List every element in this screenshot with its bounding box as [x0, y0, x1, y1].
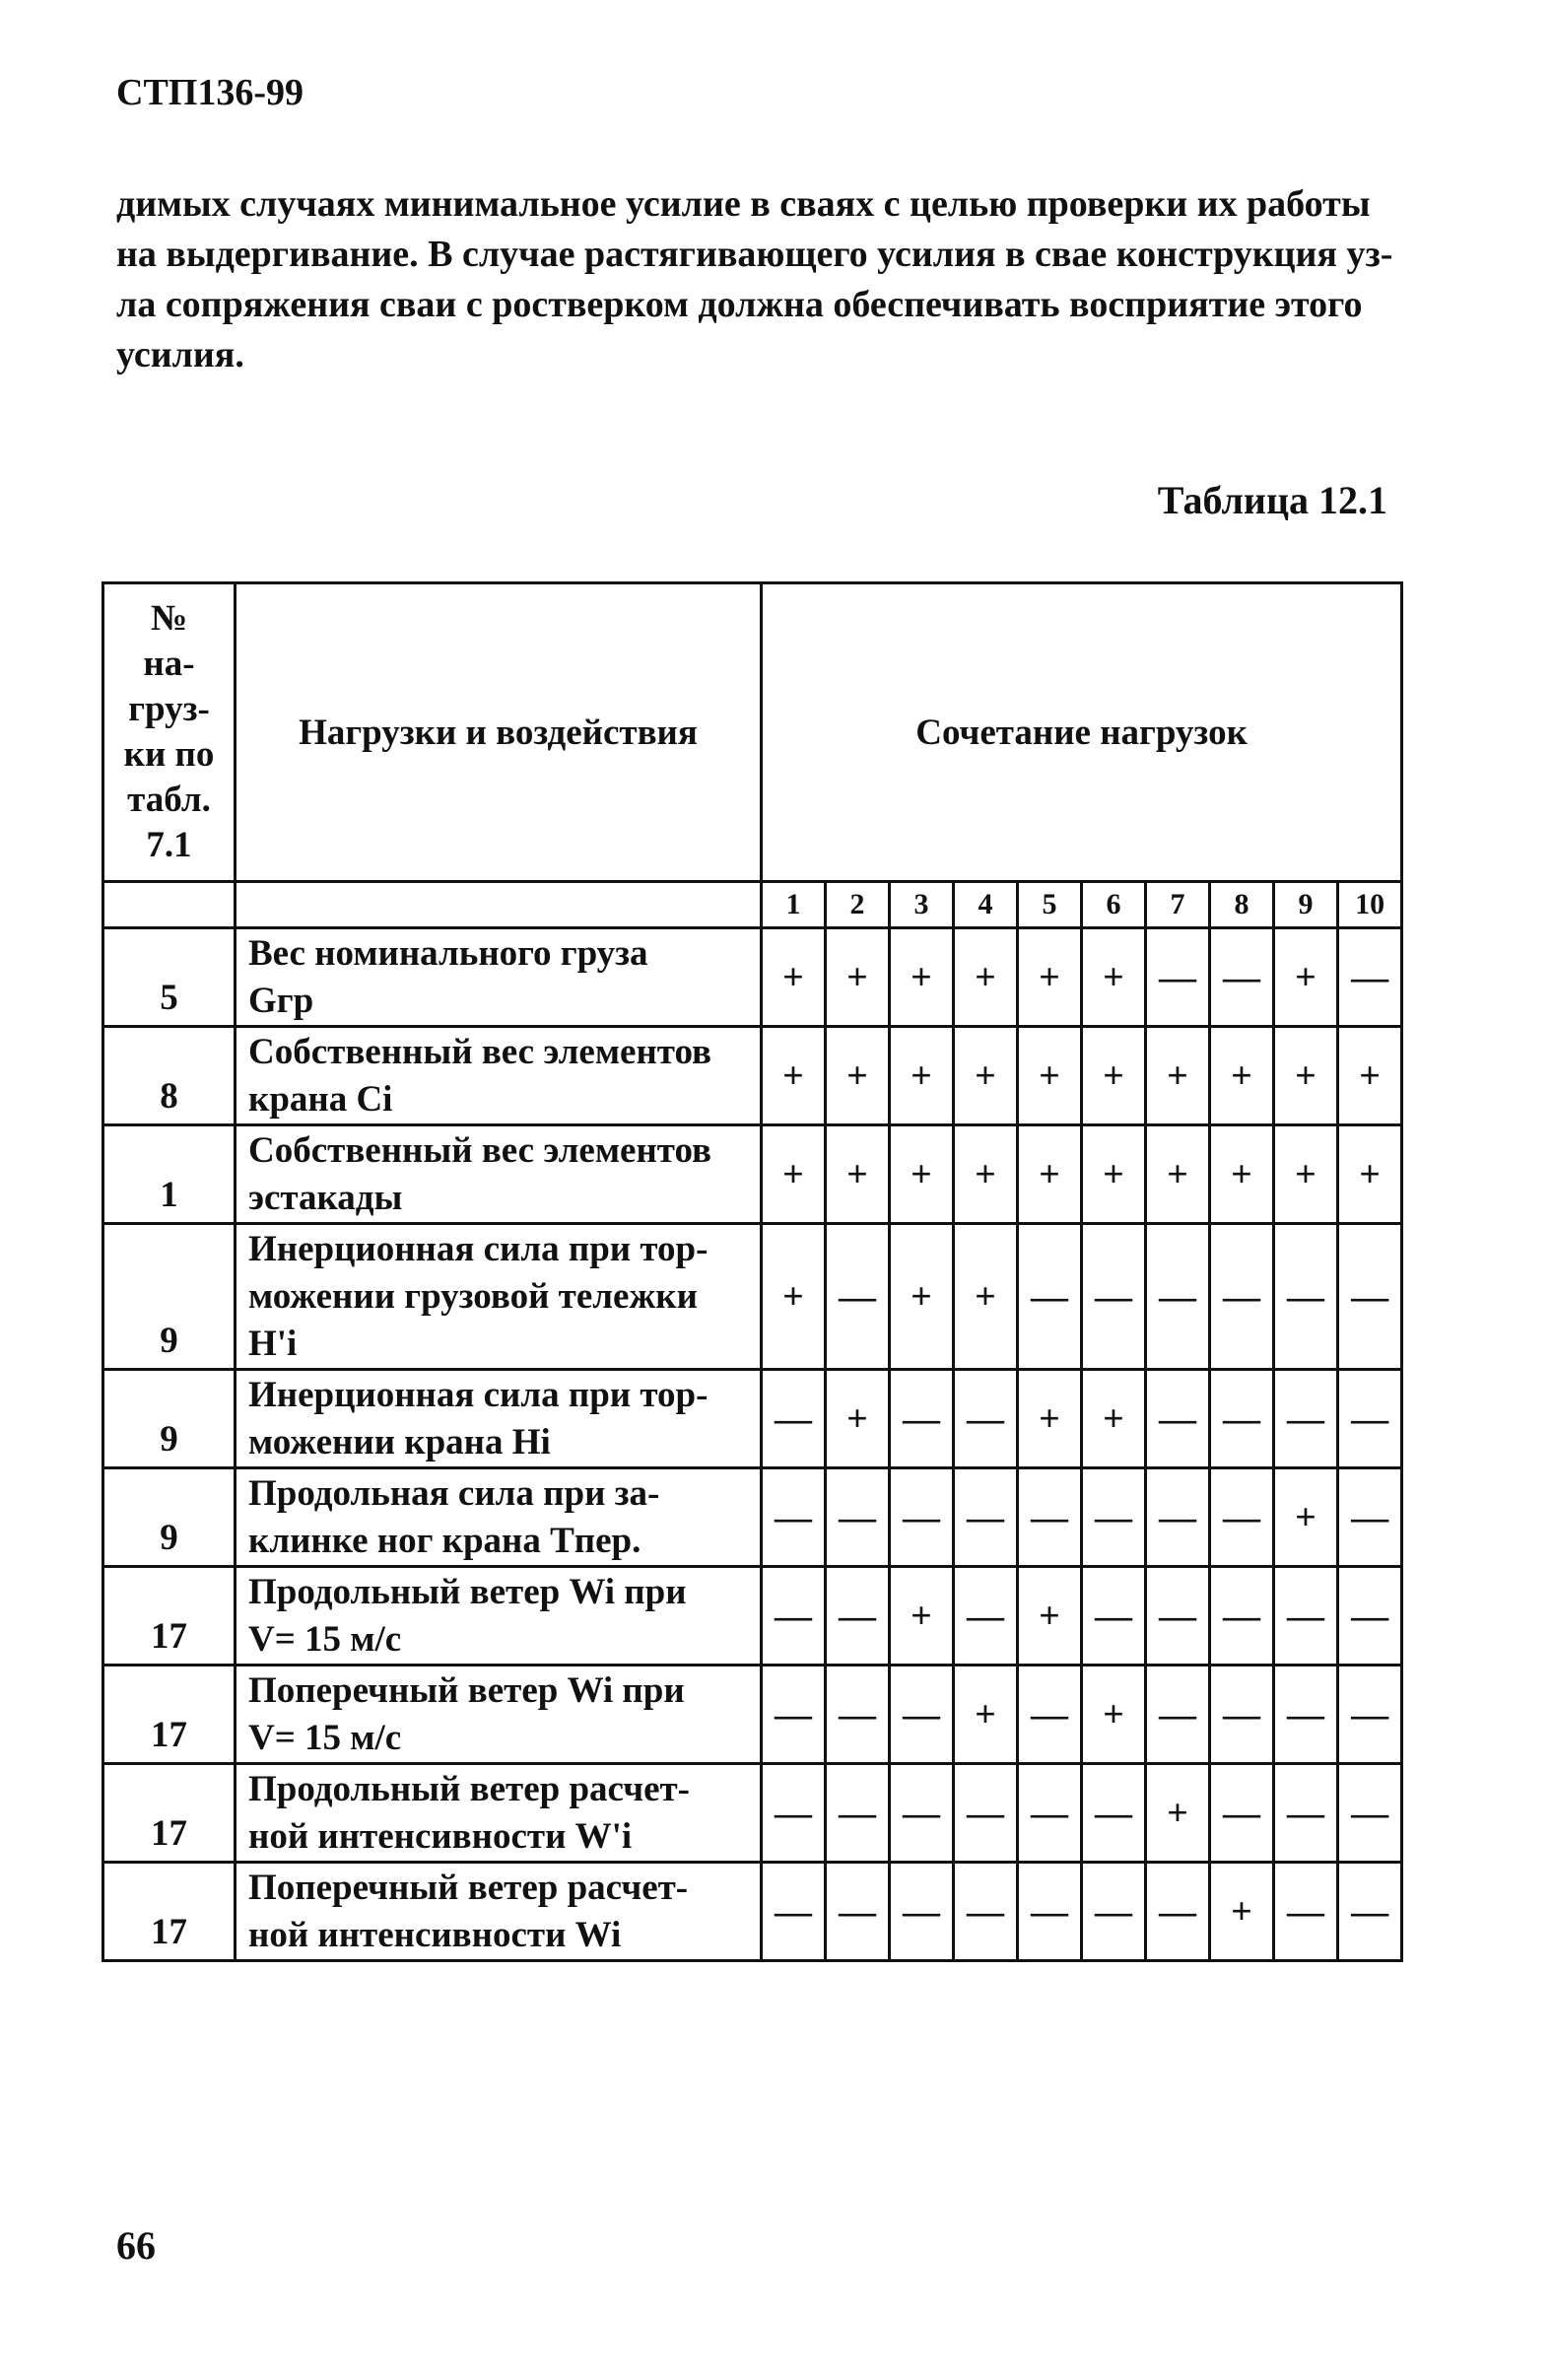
combination-sign-cell: +: [1018, 1567, 1082, 1666]
combination-sign-cell: —: [1210, 928, 1274, 1027]
combination-sign-cell: —: [1210, 1468, 1274, 1567]
load-name-cell: [236, 1125, 762, 1224]
load-name-cell: [236, 1027, 762, 1125]
load-name-line: Продольная сила при за-: [248, 1472, 660, 1514]
combination-sign-cell: —: [1274, 1224, 1338, 1370]
combination-sign-cell: +: [1082, 1666, 1146, 1764]
header-num-line: 7.1: [146, 825, 192, 865]
load-name-line: крана Ci: [248, 1078, 393, 1120]
combination-sign-cell: +: [1018, 1125, 1082, 1224]
intro-line: на выдергивание. В случае растягивающего усилия в свае конструкция уз-: [116, 234, 1393, 275]
table-row: [103, 1764, 1402, 1863]
load-name-line: можении крана Hi: [248, 1421, 551, 1462]
load-name-cell: [236, 1764, 762, 1863]
table-row: [103, 1125, 1402, 1224]
combination-sign-cell: —: [1082, 1567, 1146, 1666]
combination-sign-cell: —: [1274, 1863, 1338, 1961]
combination-sign-cell: —: [1146, 1567, 1210, 1666]
combination-sign-cell: +: [954, 1666, 1018, 1764]
load-name-line: эстакады: [248, 1177, 403, 1218]
empty-cell: [236, 882, 762, 928]
combination-sign-cell: —: [954, 1370, 1018, 1468]
combination-sign-cell: —: [762, 1764, 826, 1863]
combination-sign-cell: —: [1274, 1666, 1338, 1764]
load-name-line: ной интенсивности W'i: [248, 1815, 633, 1857]
combination-sign-cell: +: [1146, 1764, 1210, 1863]
load-number-cell: 1: [103, 1125, 236, 1224]
combination-sign-cell: +: [826, 1027, 890, 1125]
intro-line: димых случаях минимальное усилие в сваях с целью проверки их работы: [116, 183, 1371, 225]
combination-sign-cell: +: [890, 928, 954, 1027]
combination-sign-cell: —: [1210, 1567, 1274, 1666]
combination-sign-cell: +: [1210, 1863, 1274, 1961]
header-load-number: [103, 583, 236, 882]
load-number-cell: 9: [103, 1468, 236, 1567]
combination-sign-cell: —: [1274, 1567, 1338, 1666]
combination-sign-cell: —: [1082, 1764, 1146, 1863]
table-header-row: [103, 583, 1402, 882]
combination-sign-cell: —: [826, 1666, 890, 1764]
combination-number: 6: [1082, 882, 1146, 928]
combination-number: 2: [826, 882, 890, 928]
combination-sign-cell: —: [826, 1224, 890, 1370]
combination-number: 3: [890, 882, 954, 928]
combination-sign-cell: +: [1146, 1125, 1210, 1224]
intro-line: усилия.: [116, 334, 244, 375]
combination-sign-cell: +: [1082, 1027, 1146, 1125]
table-row: [103, 1567, 1402, 1666]
load-name-cell: [236, 1863, 762, 1961]
combination-sign-cell: —: [762, 1863, 826, 1961]
combination-sign-cell: —: [1338, 1764, 1402, 1863]
combination-number: 5: [1018, 882, 1082, 928]
combination-number: 1: [762, 882, 826, 928]
table-row: [103, 1468, 1402, 1567]
combination-sign-cell: +: [1018, 928, 1082, 1027]
intro-line: ла сопряжения сваи с ростверком должна обеспечивать восприятие этого: [116, 284, 1363, 325]
combination-sign-cell: +: [890, 1125, 954, 1224]
table-row: [103, 1224, 1402, 1370]
page-number: 66: [116, 2223, 156, 2268]
combination-number: 4: [954, 882, 1018, 928]
combination-sign-cell: —: [762, 1370, 826, 1468]
combination-sign-cell: —: [1338, 1666, 1402, 1764]
header-num-line: груз-: [128, 689, 210, 729]
load-name-cell: [236, 1370, 762, 1468]
header-num-line: табл.: [127, 780, 211, 820]
table-caption: Таблица 12.1: [1157, 478, 1387, 522]
empty-cell: [103, 882, 236, 928]
load-name-line: Инерционная сила при тор-: [248, 1374, 709, 1415]
load-number-cell: 9: [103, 1370, 236, 1468]
header-combinations: Сочетание нагрузок: [762, 583, 1402, 882]
combination-sign-cell: —: [1018, 1468, 1082, 1567]
combination-sign-cell: +: [762, 928, 826, 1027]
combination-sign-cell: —: [954, 1567, 1018, 1666]
combination-sign-cell: —: [826, 1863, 890, 1961]
combination-sign-cell: +: [1274, 1468, 1338, 1567]
load-number-cell: 17: [103, 1567, 236, 1666]
combination-sign-cell: +: [954, 1125, 1018, 1224]
combination-sign-cell: +: [826, 1125, 890, 1224]
load-name-cell: [236, 1224, 762, 1370]
combination-sign-cell: —: [1018, 1224, 1082, 1370]
load-number-cell: 8: [103, 1027, 236, 1125]
load-name-line: Собственный вес элементов: [248, 1129, 712, 1171]
load-number-cell: 17: [103, 1863, 236, 1961]
combination-sign-cell: —: [1018, 1666, 1082, 1764]
combination-sign-cell: —: [1210, 1370, 1274, 1468]
combination-sign-cell: +: [890, 1567, 954, 1666]
combination-number: 8: [1210, 882, 1274, 928]
load-name-cell: [236, 928, 762, 1027]
combination-sign-cell: —: [1338, 1370, 1402, 1468]
load-name-line: Поперечный ветер расчет-: [248, 1867, 689, 1908]
load-name-cell: [236, 1567, 762, 1666]
load-name-line: Продольный ветер Wi при: [248, 1571, 687, 1612]
combination-sign-cell: —: [1146, 1468, 1210, 1567]
combination-sign-cell: —: [1082, 1863, 1146, 1961]
combination-sign-cell: —: [1338, 1567, 1402, 1666]
combination-sign-cell: —: [762, 1567, 826, 1666]
combination-sign-cell: —: [1082, 1224, 1146, 1370]
combination-sign-cell: +: [762, 1027, 826, 1125]
header-num-line: на-: [143, 644, 195, 684]
combination-sign-cell: +: [1018, 1370, 1082, 1468]
load-name-line: V= 15 м/с: [248, 1717, 402, 1758]
combination-sign-cell: +: [1082, 1370, 1146, 1468]
combination-sign-cell: +: [762, 1125, 826, 1224]
combination-number: 7: [1146, 882, 1210, 928]
load-name-line: Продольный ветер расчет-: [248, 1768, 690, 1809]
load-combinations-table: [101, 581, 1403, 1962]
combination-sign-cell: —: [826, 1764, 890, 1863]
intro-paragraph: [116, 179, 1439, 380]
table-row: [103, 1027, 1402, 1125]
combination-sign-cell: —: [1338, 1468, 1402, 1567]
combination-sign-cell: +: [1146, 1027, 1210, 1125]
combination-sign-cell: —: [890, 1863, 954, 1961]
combination-sign-cell: +: [890, 1027, 954, 1125]
combination-sign-cell: —: [1146, 1863, 1210, 1961]
combination-sign-cell: +: [1210, 1125, 1274, 1224]
combination-sign-cell: +: [1018, 1027, 1082, 1125]
table-row: [103, 1863, 1402, 1961]
combination-sign-cell: —: [762, 1666, 826, 1764]
combination-sign-cell: —: [954, 1863, 1018, 1961]
combination-sign-cell: +: [954, 928, 1018, 1027]
load-number-cell: 17: [103, 1764, 236, 1863]
combination-sign-cell: —: [1146, 1224, 1210, 1370]
combination-sign-cell: +: [890, 1224, 954, 1370]
table-row: [103, 1370, 1402, 1468]
header-loads: Нагрузки и воздействия: [236, 583, 762, 882]
combination-sign-cell: +: [826, 928, 890, 1027]
combination-sign-cell: —: [1146, 1370, 1210, 1468]
document-code: СТП136-99: [116, 72, 304, 113]
combination-sign-cell: —: [890, 1666, 954, 1764]
combination-sign-cell: —: [1338, 928, 1402, 1027]
combination-number: 9: [1274, 882, 1338, 928]
combination-sign-cell: —: [954, 1764, 1018, 1863]
combination-sign-cell: —: [1146, 928, 1210, 1027]
combination-sign-cell: +: [1338, 1125, 1402, 1224]
combination-sign-cell: —: [1338, 1863, 1402, 1961]
table-row: [103, 928, 1402, 1027]
header-num-line: ки по: [123, 734, 215, 775]
combination-sign-cell: —: [1210, 1764, 1274, 1863]
combination-number: 10: [1338, 882, 1402, 928]
combination-sign-cell: +: [954, 1027, 1018, 1125]
combination-sign-cell: +: [1082, 1125, 1146, 1224]
load-name-line: Собственный вес элементов: [248, 1031, 712, 1072]
combination-sign-cell: —: [1274, 1370, 1338, 1468]
load-name-line: Поперечный ветер Wi при: [248, 1669, 685, 1711]
load-name-line: Вес номинального груза: [248, 932, 648, 974]
combination-sign-cell: +: [1210, 1027, 1274, 1125]
combination-sign-cell: +: [1338, 1027, 1402, 1125]
combination-sign-cell: +: [1274, 1125, 1338, 1224]
combination-sign-cell: +: [826, 1370, 890, 1468]
combination-sign-cell: +: [762, 1224, 826, 1370]
load-name-line: можении грузовой тележки: [248, 1275, 698, 1317]
table-row: [103, 1666, 1402, 1764]
combination-sign-cell: —: [1274, 1764, 1338, 1863]
combination-sign-cell: —: [890, 1370, 954, 1468]
combination-index-row: [103, 882, 1402, 928]
combination-sign-cell: —: [826, 1567, 890, 1666]
combination-sign-cell: —: [826, 1468, 890, 1567]
combination-sign-cell: —: [1018, 1764, 1082, 1863]
load-name-line: Gгр: [248, 980, 314, 1021]
combination-sign-cell: —: [1146, 1666, 1210, 1764]
combination-sign-cell: +: [1274, 928, 1338, 1027]
combination-sign-cell: —: [1082, 1468, 1146, 1567]
combination-sign-cell: —: [890, 1468, 954, 1567]
combination-sign-cell: +: [1274, 1027, 1338, 1125]
load-number-cell: 5: [103, 928, 236, 1027]
combination-sign-cell: +: [954, 1224, 1018, 1370]
header-num-line: №: [150, 598, 188, 639]
load-number-cell: 9: [103, 1224, 236, 1370]
load-name-cell: [236, 1666, 762, 1764]
combination-sign-cell: —: [890, 1764, 954, 1863]
load-name-line: клинке ног крана Tпер.: [248, 1520, 641, 1561]
combination-sign-cell: —: [1018, 1863, 1082, 1961]
load-name-line: ной интенсивности Wi: [248, 1914, 622, 1955]
load-name-line: Инерционная сила при тор-: [248, 1228, 709, 1269]
combination-sign-cell: —: [1210, 1666, 1274, 1764]
load-name-line: V= 15 м/с: [248, 1618, 402, 1660]
load-name-line: H'i: [248, 1323, 298, 1364]
combination-sign-cell: —: [1338, 1224, 1402, 1370]
combination-sign-cell: —: [762, 1468, 826, 1567]
combination-sign-cell: —: [954, 1468, 1018, 1567]
combination-sign-cell: —: [1210, 1224, 1274, 1370]
load-name-cell: [236, 1468, 762, 1567]
combination-sign-cell: +: [1082, 928, 1146, 1027]
load-number-cell: 17: [103, 1666, 236, 1764]
